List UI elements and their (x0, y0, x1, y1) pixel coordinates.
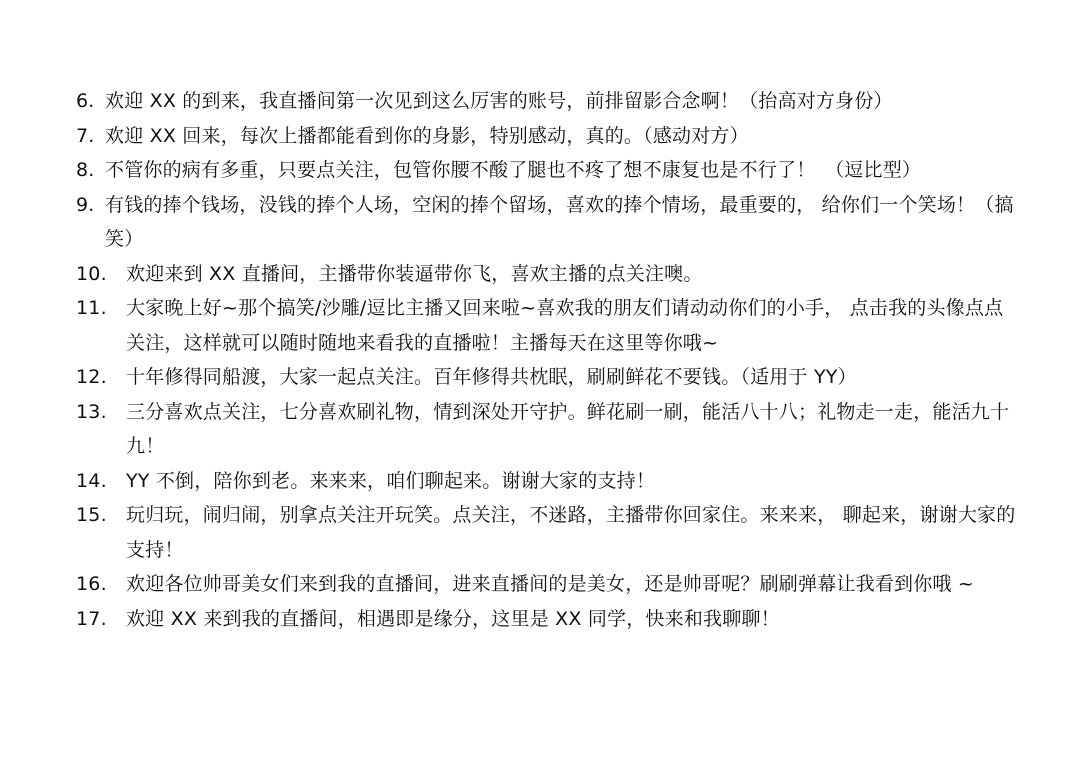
item-number: 14. (76, 469, 107, 492)
item-text: 欢迎各位帅哥美女们来到我的直播间，进来直播间的是美女，还是帅哥呢？刷刷弹幕让我看到你哦 ~ (126, 573, 974, 595)
item-text: 欢迎 XX 来到我的直播间，相遇即是缘分，这里是 XX 同学，快来和我聊聊！ (126, 607, 780, 630)
item-text: 大家晚上好~那个搞笑/沙雕/逗比主播又回来啦~喜欢我的朋友们请动动你们的小手， 点击我的头像点点关注，这样就可以随时随地来看我的直播啦！主播每天在这里等你哦~ (126, 297, 1004, 354)
item-number: 7. (76, 124, 95, 147)
list-item (76, 84, 1020, 119)
list-item (76, 360, 1020, 395)
item-number: 8. (76, 159, 95, 181)
item-text: 有钱的捧个钱场，没钱的捧个人场，空闲的捧个留场，喜欢的捧个情场，最重要的， 给你们一个笑场！（搞笑） (105, 193, 1014, 250)
list-item (76, 119, 1020, 154)
item-text: 玩归玩，闹归闹，别拿点关注开玩笑。点关注，不迷路，主播带你回家住。来来来， 聊起来，谢谢大家的支持！ (126, 504, 1016, 561)
list-item (76, 602, 1020, 637)
item-number: 16. (76, 573, 107, 595)
item-number: 15. (76, 504, 107, 526)
list-item (76, 567, 1020, 602)
item-text: 欢迎来到 XX 直播间，主播带你装逼带你飞，喜欢主播的点关注噢。 (126, 262, 703, 285)
list-item (76, 464, 1020, 499)
item-text: 十年修得同船渡，大家一起点关注。百年修得共枕眠，刷刷鲜花不要钱。（适用于 YY） (126, 366, 857, 388)
item-text: 三分喜欢点关注，七分喜欢刷礼物，情到深处开守护。鲜花刷一刷，能活八十八；礼物走一走，能活九十九！ (126, 400, 1010, 457)
item-number: 13. (76, 400, 107, 423)
item-text: YY 不倒，陪你到老。来来来，咱们聊起来。谢谢大家的支持！ (126, 469, 656, 492)
item-number: 12. (76, 366, 107, 388)
item-number: 9. (76, 193, 95, 216)
list-item (76, 498, 1020, 567)
item-number: 6. (76, 90, 95, 112)
list-item (76, 153, 1020, 188)
list-item (76, 395, 1020, 464)
item-number: 11. (76, 297, 107, 319)
item-number: 17. (76, 607, 107, 630)
list-item (76, 257, 1020, 292)
item-text: 欢迎 XX 回来，每次上播都能看到你的身影，特别感动，真的。（感动对方） (105, 124, 749, 147)
item-text: 不管你的病有多重，只要点关注，包管你腰不酸了腿也不疼了想不康复也是不行了！ （逗比型） (105, 159, 922, 181)
list-item (76, 291, 1020, 360)
list-item (76, 188, 1020, 257)
item-text: 欢迎 XX 的到来，我直播间第一次见到这么厉害的账号，前排留影合念啊！（抬高对方身份） (105, 90, 893, 112)
item-number: 10. (76, 262, 107, 285)
